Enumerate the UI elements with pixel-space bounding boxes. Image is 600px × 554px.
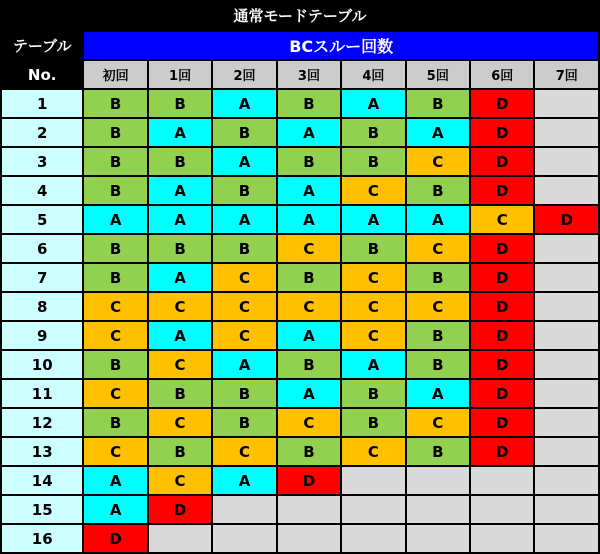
mode-table — [0, 30, 600, 554]
mode-cell: A — [213, 351, 275, 378]
column-header: 5回 — [407, 61, 469, 88]
mode-cell: C — [407, 293, 469, 320]
mode-cell: C — [84, 380, 146, 407]
mode-cell: C — [278, 235, 340, 262]
row-number: 5 — [2, 206, 82, 233]
empty-cell — [535, 148, 598, 175]
empty-cell — [471, 496, 533, 523]
mode-cell: B — [84, 409, 146, 436]
mode-cell: B — [84, 351, 146, 378]
mode-cell: D — [471, 409, 533, 436]
mode-cell: D — [84, 525, 146, 552]
empty-cell — [471, 525, 533, 552]
empty-cell — [535, 293, 598, 320]
row-number: 11 — [2, 380, 82, 407]
mode-cell: A — [149, 264, 211, 291]
mode-cell: C — [213, 264, 275, 291]
column-header: 2回 — [213, 61, 275, 88]
mode-cell: A — [278, 206, 340, 233]
mode-cell: A — [149, 119, 211, 146]
empty-cell — [535, 467, 598, 494]
empty-cell — [535, 525, 598, 552]
mode-cell: D — [471, 264, 533, 291]
mode-cell: B — [213, 119, 275, 146]
mode-cell: B — [342, 380, 404, 407]
bc-through-count-header: BCスルー回数 — [84, 32, 598, 59]
mode-cell: D — [471, 380, 533, 407]
mode-cell: C — [84, 293, 146, 320]
mode-cell: B — [342, 148, 404, 175]
empty-cell — [535, 351, 598, 378]
empty-cell — [342, 467, 404, 494]
mode-cell: C — [407, 409, 469, 436]
mode-cell: A — [278, 119, 340, 146]
table-row — [2, 496, 598, 523]
mode-cell: C — [278, 293, 340, 320]
column-header: 4回 — [342, 61, 404, 88]
table-row — [2, 119, 598, 146]
table-row — [2, 467, 598, 494]
page-title: 通常モードテーブル — [233, 6, 367, 25]
mode-cell: C — [149, 351, 211, 378]
table-row — [2, 438, 598, 465]
mode-cell: A — [407, 119, 469, 146]
mode-cell: B — [407, 177, 469, 204]
mode-cell: B — [407, 322, 469, 349]
mode-cell: B — [278, 148, 340, 175]
header-row-top — [2, 32, 598, 59]
mode-cell: A — [278, 177, 340, 204]
mode-cell: B — [84, 90, 146, 117]
column-header: 1回 — [149, 61, 211, 88]
mode-cell: B — [149, 380, 211, 407]
empty-cell — [535, 119, 598, 146]
empty-cell — [342, 496, 404, 523]
mode-cell: B — [407, 438, 469, 465]
mode-cell: A — [213, 148, 275, 175]
mode-cell: B — [278, 90, 340, 117]
mode-cell: D — [278, 467, 340, 494]
mode-cell: B — [213, 177, 275, 204]
empty-cell — [278, 496, 340, 523]
mode-cell: B — [149, 235, 211, 262]
empty-cell — [213, 525, 275, 552]
mode-cell: C — [471, 206, 533, 233]
mode-cell: C — [407, 235, 469, 262]
mode-cell: B — [407, 264, 469, 291]
empty-cell — [407, 467, 469, 494]
mode-cell: B — [84, 264, 146, 291]
mode-cell: C — [149, 293, 211, 320]
mode-cell: B — [342, 409, 404, 436]
empty-cell — [535, 322, 598, 349]
mode-cell: B — [84, 177, 146, 204]
mode-cell: C — [407, 148, 469, 175]
empty-cell — [407, 525, 469, 552]
mode-cell: B — [149, 438, 211, 465]
mode-cell: B — [278, 351, 340, 378]
row-number: 6 — [2, 235, 82, 262]
mode-cell: C — [342, 322, 404, 349]
mode-cell: C — [84, 438, 146, 465]
table-row — [2, 322, 598, 349]
column-header: 6回 — [471, 61, 533, 88]
empty-cell — [149, 525, 211, 552]
row-number: 15 — [2, 496, 82, 523]
mode-cell: B — [407, 351, 469, 378]
mode-cell: B — [407, 90, 469, 117]
mode-cell: C — [342, 177, 404, 204]
table-row — [2, 380, 598, 407]
mode-cell: A — [342, 90, 404, 117]
mode-cell: B — [149, 148, 211, 175]
mode-cell: A — [149, 322, 211, 349]
mode-cell: A — [213, 90, 275, 117]
empty-cell — [471, 467, 533, 494]
table-row — [2, 525, 598, 552]
row-number: 4 — [2, 177, 82, 204]
mode-cell: D — [471, 438, 533, 465]
mode-cell: A — [84, 496, 146, 523]
mode-cell: C — [213, 293, 275, 320]
mode-cell: B — [342, 235, 404, 262]
row-number: 13 — [2, 438, 82, 465]
mode-cell: D — [535, 206, 598, 233]
table-row — [2, 148, 598, 175]
mode-cell: B — [213, 380, 275, 407]
mode-cell: D — [471, 235, 533, 262]
empty-cell — [407, 496, 469, 523]
mode-cell: D — [149, 496, 211, 523]
table-row — [2, 409, 598, 436]
mode-cell: A — [84, 206, 146, 233]
mode-cell: A — [278, 322, 340, 349]
mode-cell: C — [149, 409, 211, 436]
mode-cell: B — [84, 148, 146, 175]
row-number: 3 — [2, 148, 82, 175]
mode-cell: A — [407, 380, 469, 407]
mode-cell: C — [278, 409, 340, 436]
mode-cell: D — [471, 322, 533, 349]
row-number: 9 — [2, 322, 82, 349]
mode-cell: D — [471, 90, 533, 117]
empty-cell — [278, 525, 340, 552]
column-header: 7回 — [535, 61, 598, 88]
mode-cell: B — [213, 235, 275, 262]
mode-cell: A — [149, 177, 211, 204]
row-number: 16 — [2, 525, 82, 552]
mode-cell: B — [149, 90, 211, 117]
row-number: 2 — [2, 119, 82, 146]
row-number: 10 — [2, 351, 82, 378]
table-row — [2, 293, 598, 320]
table-body — [2, 90, 598, 552]
row-number: 14 — [2, 467, 82, 494]
table-row — [2, 235, 598, 262]
table-label-header: テーブル — [2, 32, 82, 59]
row-number: 8 — [2, 293, 82, 320]
mode-cell: A — [149, 206, 211, 233]
column-header: 初回 — [84, 61, 146, 88]
mode-cell: A — [278, 380, 340, 407]
mode-cell: C — [213, 322, 275, 349]
mode-cell: A — [84, 467, 146, 494]
empty-cell — [213, 496, 275, 523]
mode-cell: C — [342, 438, 404, 465]
table-row — [2, 90, 598, 117]
empty-cell — [535, 380, 598, 407]
mode-cell: D — [471, 351, 533, 378]
mode-cell: D — [471, 177, 533, 204]
mode-cell: D — [471, 293, 533, 320]
mode-cell: A — [342, 206, 404, 233]
empty-cell — [535, 496, 598, 523]
empty-cell — [535, 438, 598, 465]
mode-cell: B — [278, 438, 340, 465]
mode-cell: B — [342, 119, 404, 146]
mode-cell: B — [278, 264, 340, 291]
column-header: 3回 — [278, 61, 340, 88]
mode-cell: A — [213, 206, 275, 233]
no-label-header: No. — [2, 61, 82, 88]
table-row — [2, 264, 598, 291]
table-row — [2, 206, 598, 233]
table-row — [2, 177, 598, 204]
mode-cell: C — [342, 293, 404, 320]
row-number: 7 — [2, 264, 82, 291]
mode-cell: A — [407, 206, 469, 233]
mode-cell: C — [149, 467, 211, 494]
empty-cell — [535, 235, 598, 262]
mode-cell: D — [471, 119, 533, 146]
empty-cell — [535, 264, 598, 291]
row-number: 1 — [2, 90, 82, 117]
table-row — [2, 351, 598, 378]
empty-cell — [535, 90, 598, 117]
mode-cell: A — [213, 467, 275, 494]
empty-cell — [535, 409, 598, 436]
mode-cell: C — [213, 438, 275, 465]
mode-cell: B — [84, 235, 146, 262]
mode-cell: B — [213, 409, 275, 436]
mode-cell: C — [84, 322, 146, 349]
empty-cell — [535, 177, 598, 204]
row-number: 12 — [2, 409, 82, 436]
mode-cell: B — [84, 119, 146, 146]
mode-cell: A — [342, 351, 404, 378]
mode-cell: C — [342, 264, 404, 291]
empty-cell — [342, 525, 404, 552]
header-row-columns — [2, 61, 598, 88]
mode-cell: D — [471, 148, 533, 175]
